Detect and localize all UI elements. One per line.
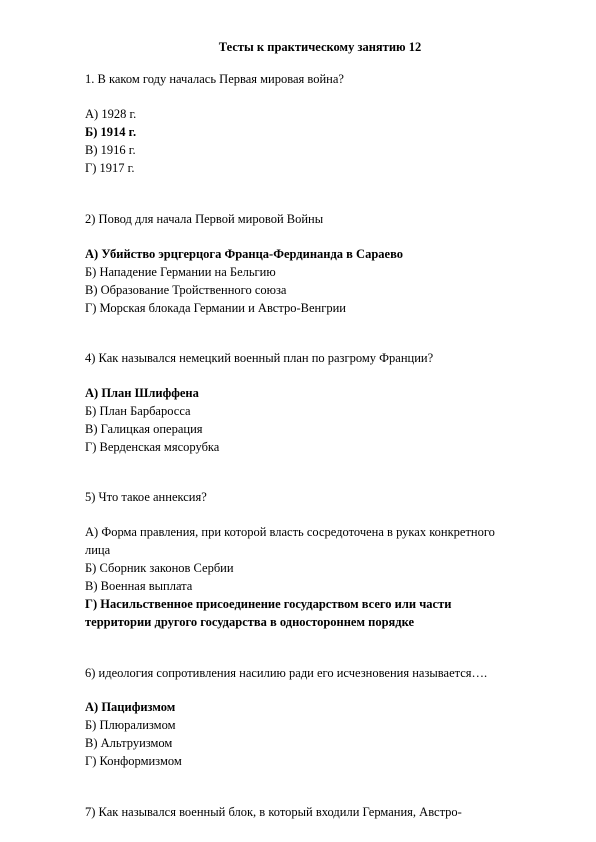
question-5-option-d-correct: Г) Насильственное присоединение государством всего или части [85, 597, 452, 611]
question-2-option-d: Г) Морская блокада Германии и Австро-Венгрии [85, 301, 346, 315]
question-5-option-a-continuation: лица [85, 543, 111, 557]
question-6-option-c: В) Альтруизмом [85, 736, 173, 750]
question-1-text: 1. В каком году началась Первая мировая война? [85, 72, 344, 86]
document-title: Тесты к практическому занятию 12 [218, 40, 422, 54]
question-1-option-d: Г) 1917 г. [85, 161, 135, 175]
question-5-option-b: Б) Сборник законов Сербии [85, 561, 234, 575]
question-5-option-d-continuation: территории другого государства в одностороннем порядке [85, 615, 415, 629]
question-5-option-c: В) Военная выплата [85, 579, 193, 593]
question-4-option-b: Б) План Барбаросса [85, 404, 191, 418]
question-5-text: 5) Что такое аннексия? [85, 490, 207, 504]
question-6-text: 6) идеология сопротивления насилию ради его исчезновения называется…. [85, 666, 488, 680]
question-5-option-a: А) Форма правления, при которой власть сосредоточена в руках конкретного [85, 525, 495, 539]
question-1-option-a: А) 1928 г. [85, 107, 137, 121]
question-2-option-c: В) Образование Тройственного союза [85, 283, 287, 297]
question-6-option-d: Г) Конформизмом [85, 754, 182, 768]
question-7-text: 7) Как назывался военный блок, в который входили Германия, Австро- [85, 805, 462, 819]
question-4-option-c: В) Галицкая операция [85, 422, 203, 436]
question-1-option-c: В) 1916 г. [85, 143, 136, 157]
question-2-option-a-correct: А) Убийство эрцгерцога Франца-Фердинанда в Сараево [85, 247, 403, 261]
question-6-option-a-correct: А) Пацифизмом [85, 700, 176, 714]
question-4-option-a-correct: А) План Шлиффена [85, 386, 199, 400]
question-2-option-b: Б) Нападение Германии на Бельгию [85, 265, 276, 279]
question-1-option-b-correct: Б) 1914 г. [85, 125, 137, 139]
question-6-option-b: Б) Плюрализмом [85, 718, 176, 732]
question-2-text: 2) Повод для начала Первой мировой Войны [85, 212, 324, 226]
question-4-text: 4) Как назывался немецкий военный план по разгрому Франции? [85, 351, 434, 365]
question-4-option-d: Г) Верденская мясорубка [85, 440, 220, 454]
